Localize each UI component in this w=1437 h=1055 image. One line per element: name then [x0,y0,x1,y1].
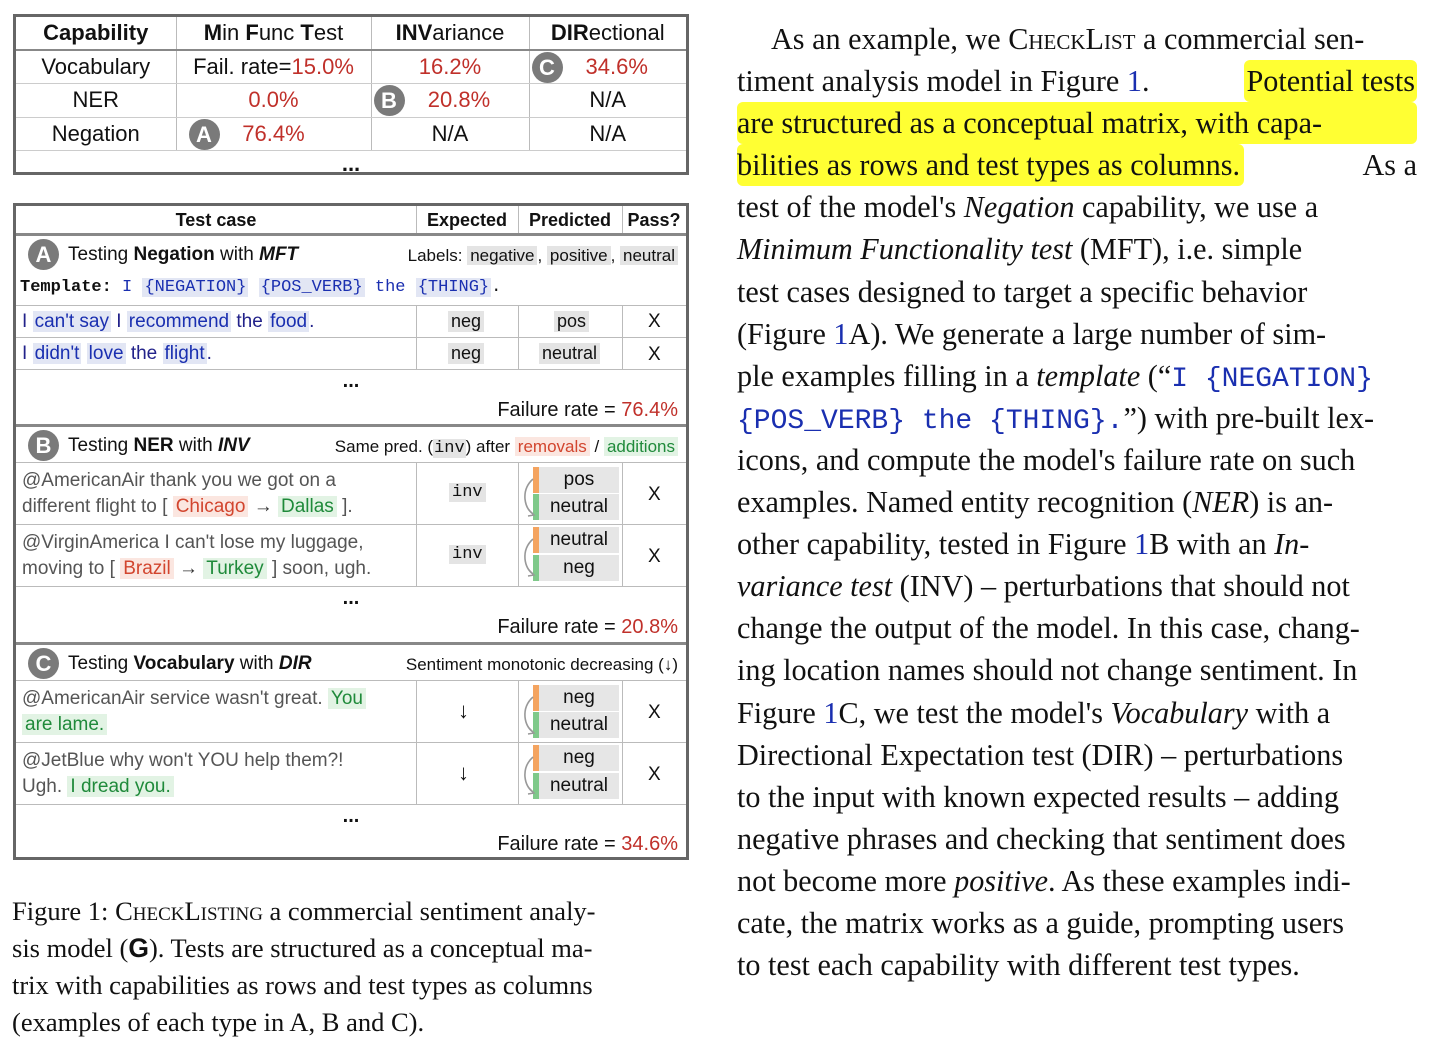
predicted-before: pos [539,467,619,493]
matrix-cell-inv: B 20.8% [371,84,529,118]
header-test-case: Test case [175,209,257,230]
predicted-before: neg [539,685,619,711]
expected-label: neg [448,343,484,364]
section-c-failure: Failure rate = 34.6% [497,833,678,855]
case-text: @AmericanAir service wasn't great. You are lame. [22,686,366,738]
predicted-before: neutral [539,527,619,553]
paragraph [737,18,1417,986]
predicted-after: neutral [539,712,619,738]
capability-matrix [13,14,689,175]
section-b-header [16,429,686,463]
text-line: {POS_VERB} the {THING}.”) with pre-built lex- [737,400,1375,437]
matrix-header-dir: DIRectional [529,17,686,50]
highlight[interactable]: are structured as a conceptual matrix, with capa- [737,102,1417,144]
header-pass: Pass? [627,209,681,230]
expected-decrease-icon: ↓ [458,760,469,785]
section-b-failure: Failure rate = 20.8% [497,616,678,638]
case-text: @VirginAmerica I can't lose my luggage, moving to [ Brazil → Turkey ] soon, ugh. [22,532,372,579]
expected-label: inv [449,545,486,564]
text-line: Figure 1C, we test the model's Vocabulary with a [737,695,1331,730]
table-row [16,338,686,369]
matrix-row-negation [16,117,686,151]
text-line: test of the model's Negation capability, we use a [737,190,1319,225]
section-a-header [16,238,686,272]
matrix-cell-mft: 0.0% [176,84,371,118]
table-row [16,306,686,337]
section-c-ellipsis: ... [342,804,360,827]
expected-decrease-icon: ↓ [458,698,469,723]
fail-mark: X [648,311,661,332]
badge-c: C [28,648,59,679]
test-case-table [13,203,689,860]
text-line: As an example, we CheckList a commercial sen- [771,22,1365,56]
matrix-header-inv: INVariance [371,17,529,50]
predicted-before: neg [539,745,619,771]
text-line: icons, and compute the model's failure rate on such [737,442,1356,477]
matrix-cell-dir: N/A [529,117,686,151]
matrix-header-mft: Min Func Test [176,17,371,50]
table-row [16,463,686,524]
text-line: bilities as rows and test types as columns. As a [737,144,1417,186]
section-b-title: Testing NER with INV [68,435,250,456]
section-a-failure: Failure rate = 76.4% [497,399,678,421]
section-b-note: Same pred. (inv) after removals / additions [335,437,678,458]
fail-mark: X [648,702,661,723]
change-arrow-icon [522,537,536,577]
text-line: (Figure 1A). We generate a large number of sim- [737,316,1327,351]
caption-line: trix with capabilities as rows and test types as columns [12,970,593,1000]
section-c-note: Sentiment monotonic decreasing (↓) [405,655,678,674]
header-predicted: Predicted [528,209,612,230]
text-line: to test each capability with different test types. [737,948,1300,983]
highlight[interactable]: Potential tests [1244,60,1417,102]
figure-caption [12,893,696,1041]
fail-mark: X [648,764,661,785]
matrix-cell-dir: C 34.6% [529,50,686,84]
section-c-header [16,647,686,681]
section-a-labels: Labels: negative , positive , neutral [408,246,678,266]
google-logo: G [128,933,149,963]
matrix-cell-capability: NER [16,84,176,118]
predicted-after: neutral [539,494,619,520]
table-row [16,681,686,742]
section-b-ellipsis: ... [342,586,360,609]
change-arrow-icon [522,695,536,735]
text-line: not become more positive. As these examples indi- [737,863,1351,898]
caption-line: (examples of each type in A, B and C). [12,1007,425,1037]
case-text: @AmericanAir thank you we got on a different flight to [ Chicago → Dallas ]. [22,470,353,517]
predicted-after: neutral [539,773,619,799]
badge-c: C [532,52,563,83]
matrix-cell-dir: N/A [529,84,686,118]
matrix-row-ner [16,84,686,118]
highlight[interactable]: bilities as rows and test types as columns. [737,144,1244,186]
section-a-template: Template: I {NEGATION} {POS_VERB} the {THING} . [20,278,502,297]
text-line: to the input with known expected results – adding [737,779,1339,814]
matrix-cell-inv: N/A [371,117,529,151]
expected-label: inv [449,483,486,502]
expected-label: neg [448,311,484,332]
predicted-label: pos [554,311,589,332]
section-a-ellipsis: ... [342,369,360,392]
case-text: @JetBlue why won't YOU help them?! Ugh. I dread you. [22,750,344,797]
text-line: change the output of the model. In this case, chang- [737,611,1360,646]
fail-mark: X [648,484,661,505]
matrix-table [16,17,686,151]
matrix-cell-capability: Vocabulary [16,50,176,84]
text-line: other capability, tested in Figure 1B with an In- [737,527,1310,562]
matrix-row-vocabulary [16,50,686,84]
table-row [16,525,686,586]
matrix-cell-mft: A 76.4% [176,117,371,151]
text-line: Directional Expectation test (DIR) – perturbations [737,737,1344,772]
badge-a: A [189,119,220,150]
predicted-label: neutral [539,343,600,364]
caption-line: sis model (G). Tests are structured as a conceptual ma- [12,933,593,963]
change-arrow-icon [522,477,536,517]
header-expected: Expected [426,209,508,230]
text-line: test cases designed to target a specific behavior [737,274,1308,309]
case-text: I can't say I recommend the food . [22,311,315,332]
text-line: variance test (INV) – perturbations that should not [737,569,1350,604]
section-a-title: Testing Negation with MFT [68,244,299,265]
fail-mark: X [648,344,661,365]
section-c-title: Testing Vocabulary with DIR [68,653,312,674]
text-line: ing location names should not change sentiment. In [737,653,1358,688]
badge-a: A [28,239,59,270]
matrix-cell-inv: 16.2% [371,50,529,84]
text-line: cate, the matrix works as a guide, prompting users [737,905,1344,940]
text-line: ple examples filling in a template (“I {NEGATION} [737,358,1373,395]
matrix-cell-mft: Fail. rate=15.0% [176,50,371,84]
fail-mark: X [648,546,661,567]
change-arrow-icon [522,755,536,795]
case-text: I didn't love the flight . [22,343,212,364]
text-line: Minimum Functionality test (MFT), i.e. simple [737,232,1303,267]
caption-line: Figure 1: CheckListing a commercial sentiment analy- [12,896,596,926]
matrix-cell-capability: Negation [16,117,176,151]
badge-b: B [28,430,59,461]
table-row [16,743,686,804]
matrix-header-row [16,17,686,50]
text-line: negative phrases and checking that sentiment does [737,821,1346,856]
badge-b: B [374,85,405,116]
predicted-after: neg [539,555,619,581]
matrix-ellipsis: ... [341,151,361,176]
matrix-header-capability: Capability [16,17,176,50]
text-line: examples. Named entity recognition (NER) is an- [737,485,1334,520]
text-line: timent analysis model in Figure 1. Potential tests [737,60,1417,102]
